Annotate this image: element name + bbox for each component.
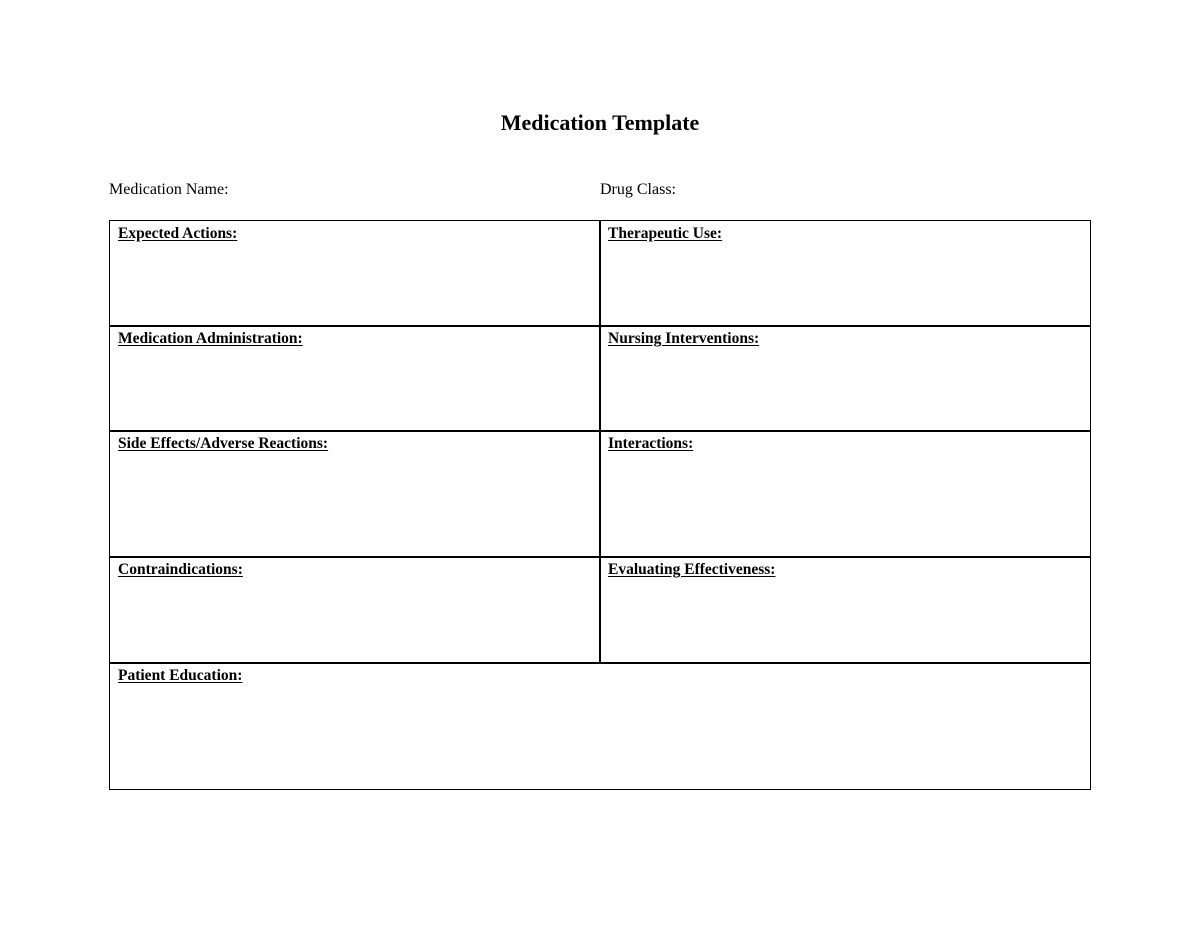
therapeutic-use-cell[interactable] bbox=[599, 220, 1091, 327]
expected-actions-label: Expected Actions: bbox=[118, 225, 238, 242]
contraindications-cell[interactable] bbox=[109, 556, 601, 664]
medication-name-label: Medication Name: bbox=[109, 181, 229, 198]
side-effects-label: Side Effects/Adverse Reactions: bbox=[118, 435, 329, 452]
evaluating-effectiveness-cell[interactable] bbox=[599, 556, 1091, 664]
medication-administration-label: Medication Administration: bbox=[118, 330, 303, 347]
medication-administration-cell[interactable] bbox=[109, 325, 601, 432]
drug-class-label: Drug Class: bbox=[600, 181, 676, 198]
patient-education-label: Patient Education: bbox=[118, 667, 243, 684]
evaluating-effectiveness-label: Evaluating Effectiveness: bbox=[608, 561, 776, 578]
side-effects-cell[interactable] bbox=[109, 430, 601, 558]
therapeutic-use-label: Therapeutic Use: bbox=[608, 225, 723, 242]
patient-education-cell[interactable] bbox=[109, 662, 1091, 790]
expected-actions-cell[interactable] bbox=[109, 220, 601, 327]
page-title: Medication Template bbox=[500, 110, 700, 135]
contraindications-label: Contraindications: bbox=[118, 561, 243, 578]
nursing-interventions-cell[interactable] bbox=[599, 325, 1091, 432]
interactions-cell[interactable] bbox=[599, 430, 1091, 558]
interactions-label: Interactions: bbox=[608, 435, 694, 452]
nursing-interventions-label: Nursing Interventions: bbox=[608, 330, 760, 347]
